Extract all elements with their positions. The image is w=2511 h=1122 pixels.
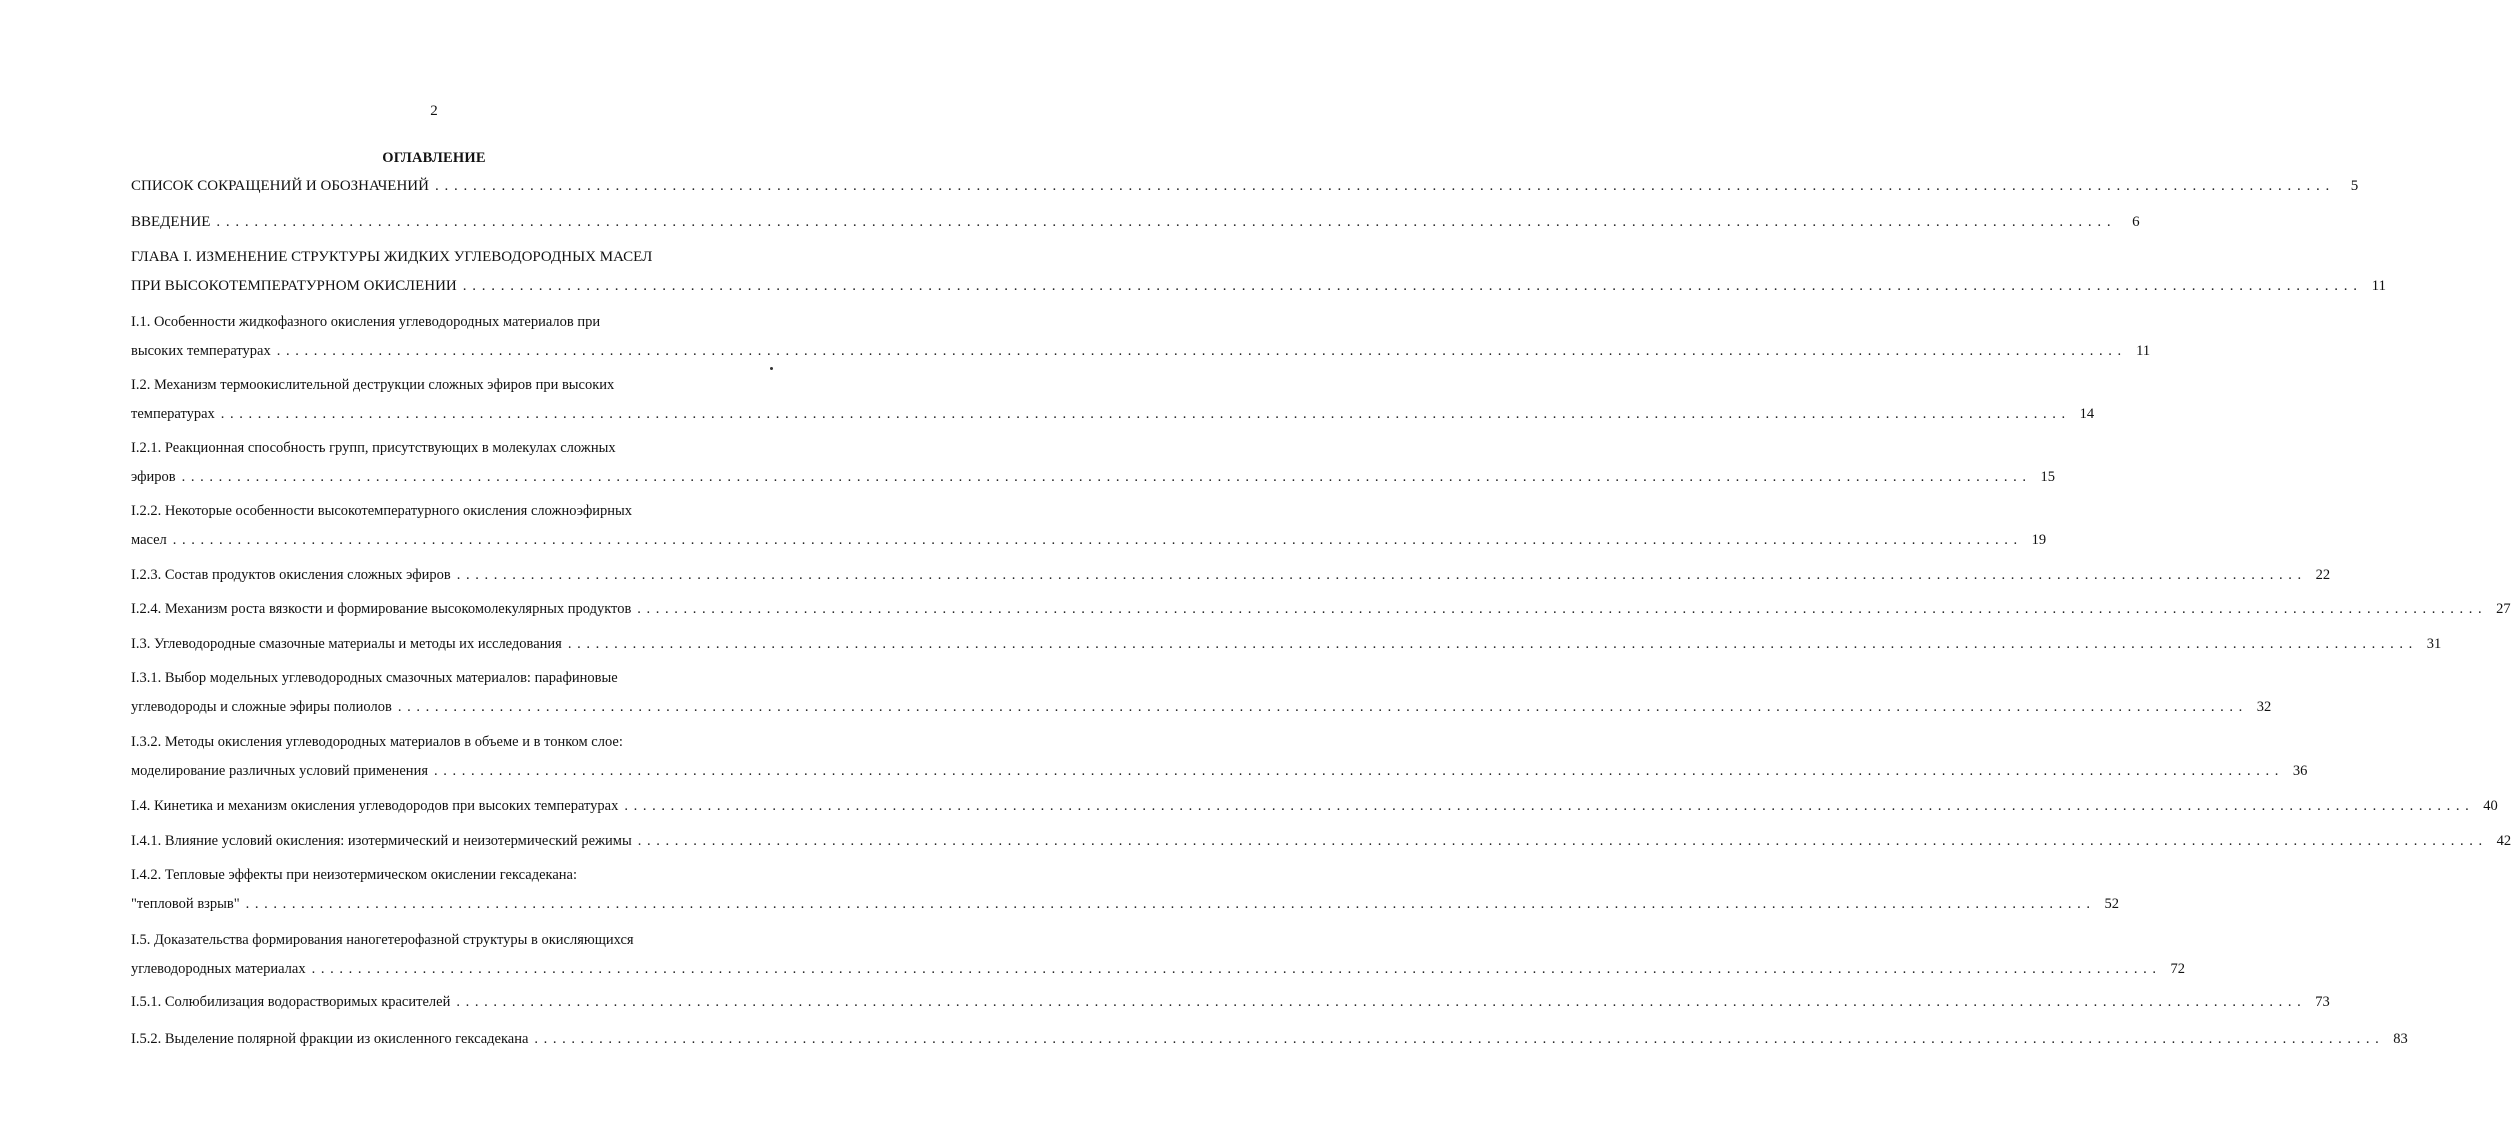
toc-entry-text: углеводородных материалах: [131, 961, 306, 977]
toc-entry: [131, 664, 2272, 722]
dot-leader: . . . . . . . . . . . . . . . . . . . . . . . . . . . . . . . . . . . . . . . . . . . . . . . . . . . . . . . . . . . . . . . . . . . . . . . . . . . . . . . . . . . . . . . . . . . . . . . . . . . . . . . . . . . . . . . . . . . . . . . . . . . . . . . . . . . . . . . . . . . . . . . . . . . . . . . . . . . . . . . . . . . . . . . . . . . . . . . . . . . . . . . . . . . . . . . . . . . . . . . .: [397, 699, 2244, 715]
toc-entry-last-line: [131, 208, 2140, 237]
toc-title: ОГЛАВЛЕНИЕ: [382, 150, 486, 166]
toc-entry-page: 27: [2496, 601, 2511, 617]
toc-entry: [131, 728, 2308, 786]
toc-entry: [131, 861, 2120, 919]
toc-entry-last-line: [131, 400, 2095, 429]
toc-entry-line: I.5. Доказательства формирования наногетерофазной структуры в окисляющихся: [131, 932, 634, 948]
toc-entry: [131, 630, 2442, 659]
toc-entry-page: 36: [2292, 763, 2308, 779]
dot-leader: . . . . . . . . . . . . . . . . . . . . . . . . . . . . . . . . . . . . . . . . . . . . . . . . . . . . . . . . . . . . . . . . . . . . . . . . . . . . . . . . . . . . . . . . . . . . . . . . . . . . . . . . . . . . . . . . . . . . . . . . . . . . . . . . . . . . . . . . . . . . . . . . . . . . . . . . . . . . . . . . . . . . . . . . . . . . . . . . . . . . . . . . . . . . . . . . . . . . . . . .: [456, 567, 2303, 583]
toc-entry-text: моделирование различных условий применения: [131, 763, 428, 779]
dot-leader: . . . . . . . . . . . . . . . . . . . . . . . . . . . . . . . . . . . . . . . . . . . . . . . . . . . . . . . . . . . . . . . . . . . . . . . . . . . . . . . . . . . . . . . . . . . . . . . . . . . . . . . . . . . . . . . . . . . . . . . . . . . . . . . . . . . . . . . . . . . . . . . . . . . . . . . . . . . . . . . . . . . . . . . . . . . . . . . . . . . . . . . . . . . . . . . . . . . . . . . .: [567, 636, 2414, 652]
toc-entry: [131, 172, 2359, 201]
toc-entry-page: 22: [2315, 567, 2331, 583]
toc-entry-last-line: [131, 272, 2387, 301]
dot-leader: . . . . . . . . . . . . . . . . . . . . . . . . . . . . . . . . . . . . . . . . . . . . . . . . . . . . . . . . . . . . . . . . . . . . . . . . . . . . . . . . . . . . . . . . . . . . . . . . . . . . . . . . . . . . . . . . . . . . . . . . . . . . . . . . . . . . . . . . . . . . . . . . . . . . . . . . . . . . . . . . . . . . . . . . . . . . . . . . . . . . . . . . . . . . . . . . . . . . . . . .: [276, 343, 2123, 359]
toc-entry-text: I.2.3. Состав продуктов окисления сложных эфиров: [131, 567, 451, 583]
scan-speck: [770, 367, 773, 370]
toc-entry-last-line: [131, 463, 2056, 492]
toc-entry-line: I.4.2. Тепловые эффекты при неизотермическом окислении гексадекана:: [131, 867, 577, 883]
toc-entry-line: I.3.2. Методы окисления углеводородных материалов в объеме и в тонком слое:: [131, 734, 623, 750]
toc-entry-text: высоких температурах: [131, 343, 271, 359]
toc-entry-text: углеводороды и сложные эфиры полиолов: [131, 699, 392, 715]
dot-leader: . . . . . . . . . . . . . . . . . . . . . . . . . . . . . . . . . . . . . . . . . . . . . . . . . . . . . . . . . . . . . . . . . . . . . . . . . . . . . . . . . . . . . . . . . . . . . . . . . . . . . . . . . . . . . . . . . . . . . . . . . . . . . . . . . . . . . . . . . . . . . . . . . . . . . . . . . . . . . . . . . . . . . . . . . . . . . . . . . . . . . . . . . . . . . . . . . . . . . . . .: [220, 406, 2067, 422]
dot-leader: . . . . . . . . . . . . . . . . . . . . . . . . . . . . . . . . . . . . . . . . . . . . . . . . . . . . . . . . . . . . . . . . . . . . . . . . . . . . . . . . . . . . . . . . . . . . . . . . . . . . . . . . . . . . . . . . . . . . . . . . . . . . . . . . . . . . . . . . . . . . . . . . . . . . . . . . . . . . . . . . . . . . . . . . . . . . . . . . . . . . . . . . . . . . . . . . . . . . . . . .: [434, 763, 2280, 779]
toc-entry-last-line: [131, 693, 2272, 722]
toc-entry-text: I.4.1. Влияние условий окисления: изотермический и неизотермический режимы: [131, 833, 632, 849]
toc-entry: [131, 208, 2140, 237]
dot-leader: . . . . . . . . . . . . . . . . . . . . . . . . . . . . . . . . . . . . . . . . . . . . . . . . . . . . . . . . . . . . . . . . . . . . . . . . . . . . . . . . . . . . . . . . . . . . . . . . . . . . . . . . . . . . . . . . . . . . . . . . . . . . . . . . . . . . . . . . . . . . . . . . . . . . . . . . . . . . . . . . . . . . . . . . . . . . . . . . . . . . . . . . . . . . . . . . . . . . . . . .: [534, 1031, 2380, 1047]
toc-entry: [131, 497, 2047, 555]
toc-entry: [131, 1025, 2408, 1054]
toc-entry-page: 72: [2170, 961, 2185, 977]
toc-entry: [131, 988, 2330, 1017]
toc-entry-page: 40: [2483, 798, 2498, 814]
toc-entry-line: I.1. Особенности жидкофазного окисления углеводородных материалов при: [131, 314, 601, 330]
toc-entry: [131, 792, 2498, 821]
toc-entry-page: 5: [2350, 178, 2359, 194]
toc-entry-last-line: [131, 827, 2511, 856]
toc-entry-page: 14: [2079, 406, 2095, 422]
toc-entry-last-line: [131, 1025, 2408, 1054]
toc-entry-line: I.3.1. Выбор модельных углеводородных смазочных материалов: парафиновые: [131, 670, 618, 686]
toc-entry-page: 15: [2040, 469, 2056, 485]
toc-entry: [131, 371, 2095, 429]
dot-leader: . . . . . . . . . . . . . . . . . . . . . . . . . . . . . . . . . . . . . . . . . . . . . . . . . . . . . . . . . . . . . . . . . . . . . . . . . . . . . . . . . . . . . . . . . . . . . . . . . . . . . . . . . . . . . . . . . . . . . . . . . . . . . . . . . . . . . . . . . . . . . . . . . . . . . . . . . . . . . . . . . . . . . . . . . . . . . . . . . . . . . . . . . . . . . . . . . . . . . . . .: [624, 798, 2470, 814]
toc-entry-last-line: [131, 595, 2511, 624]
toc-entry: [131, 827, 2511, 856]
toc-entry-page: 31: [2426, 636, 2442, 652]
page-number: 2: [430, 103, 438, 119]
toc-entry-last-line: [131, 890, 2120, 919]
dot-leader: . . . . . . . . . . . . . . . . . . . . . . . . . . . . . . . . . . . . . . . . . . . . . . . . . . . . . . . . . . . . . . . . . . . . . . . . . . . . . . . . . . . . . . . . . . . . . . . . . . . . . . . . . . . . . . . . . . . . . . . . . . . . . . . . . . . . . . . . . . . . . . . . . . . . . . . . . . . . . . . . . . . . . . . . . . . . . . . . . . . . . . . . . . . . . . . . . . . . . . . .: [172, 532, 2019, 548]
toc-entry-last-line: [131, 561, 2331, 590]
dot-leader: . . . . . . . . . . . . . . . . . . . . . . . . . . . . . . . . . . . . . . . . . . . . . . . . . . . . . . . . . . . . . . . . . . . . . . . . . . . . . . . . . . . . . . . . . . . . . . . . . . . . . . . . . . . . . . . . . . . . . . . . . . . . . . . . . . . . . . . . . . . . . . . . . . . . . . . . . . . . . . . . . . . . . . . . . . . . . . . . . . . . . . . . . . . . . . . . . . . . . . . .: [311, 961, 2157, 977]
toc-entry-text: СПИСОК СОКРАЩЕНИЙ И ОБОЗНАЧЕНИЙ: [131, 178, 429, 194]
toc-entry-text: I.5.1. Солюбилизация водорастворимых красителей: [131, 994, 451, 1010]
toc-entry-text: I.2.4. Механизм роста вязкости и формирование высокомолекулярных продуктов: [131, 601, 632, 617]
toc-entry-line: I.2. Механизм термоокислительной деструкции сложных эфиров при высоких: [131, 377, 615, 393]
toc-entry-last-line: [131, 792, 2498, 821]
toc-entry-text: эфиров: [131, 469, 176, 485]
dot-leader: . . . . . . . . . . . . . . . . . . . . . . . . . . . . . . . . . . . . . . . . . . . . . . . . . . . . . . . . . . . . . . . . . . . . . . . . . . . . . . . . . . . . . . . . . . . . . . . . . . . . . . . . . . . . . . . . . . . . . . . . . . . . . . . . . . . . . . . . . . . . . . . . . . . . . . . . . . . . . . . . . . . . . . . . . . . . . . . . . . . . . . . . . . . . . . . . . . . . . . . .: [181, 469, 2028, 485]
toc-entry-line: I.2.2. Некоторые особенности высокотемпературного окисления сложноэфирных: [131, 503, 633, 519]
toc-entry-page: 52: [2104, 896, 2120, 912]
toc-entry-text: температурах: [131, 406, 215, 422]
toc-entry-text: I.3. Углеводородные смазочные материалы и методы их исследования: [131, 636, 562, 652]
toc-entry-text: масел: [131, 532, 167, 548]
toc-entry-page: 83: [2393, 1031, 2408, 1047]
toc-entry-line: ГЛАВА I. ИЗМЕНЕНИЕ СТРУКТУРЫ ЖИДКИХ УГЛЕВОДОРОДНЫХ МАСЕЛ: [131, 249, 653, 265]
toc-entry-page: 19: [2031, 532, 2047, 548]
toc-entry-last-line: [131, 526, 2047, 555]
toc-entry-text: I.4. Кинетика и механизм окисления углеводородов при высоких температурах: [131, 798, 619, 814]
toc-entry: [131, 434, 2056, 492]
toc-entry-text: ПРИ ВЫСОКОТЕМПЕРАТУРНОМ ОКИСЛЕНИИ: [131, 278, 457, 294]
toc-entry-page: 32: [2256, 699, 2272, 715]
dot-leader: . . . . . . . . . . . . . . . . . . . . . . . . . . . . . . . . . . . . . . . . . . . . . . . . . . . . . . . . . . . . . . . . . . . . . . . . . . . . . . . . . . . . . . . . . . . . . . . . . . . . . . . . . . . . . . . . . . . . . . . . . . . . . . . . . . . . . . . . . . . . . . . . . . . . . . . . . . . . . . . . . . . . . . . . . . . . . . . . . . . . . . . . . . . . . . . . . . . . . . . .: [637, 833, 2484, 849]
toc-entry: [131, 243, 2387, 301]
toc-entry-text: "тепловой взрыв": [131, 896, 240, 912]
toc-entry-page: 11: [2136, 343, 2151, 359]
toc-entry-page: 73: [2315, 994, 2330, 1010]
toc-entry-text: ВВЕДЕНИЕ: [131, 214, 211, 230]
toc-entry: [131, 561, 2331, 590]
toc-entry: [131, 926, 2185, 984]
toc-entry-line: I.2.1. Реакционная способность групп, присутствующих в молекулах сложных: [131, 440, 616, 456]
toc-entry-last-line: [131, 757, 2308, 786]
toc-entry-last-line: [131, 630, 2442, 659]
toc-entry-page: 42: [2496, 833, 2511, 849]
toc-entry-last-line: [131, 988, 2330, 1017]
toc-entry: [131, 595, 2511, 624]
toc-entry-page: 6: [2132, 214, 2140, 230]
dot-leader: . . . . . . . . . . . . . . . . . . . . . . . . . . . . . . . . . . . . . . . . . . . . . . . . . . . . . . . . . . . . . . . . . . . . . . . . . . . . . . . . . . . . . . . . . . . . . . . . . . . . . . . . . . . . . . . . . . . . . . . . . . . . . . . . . . . . . . . . . . . . . . . . . . . . . . . . . . . . . . . . . . . . . . . . . . . . . . . . . . . . . . . . . . . . . . . . . . . . . . . .: [245, 896, 2092, 912]
dot-leader: . . . . . . . . . . . . . . . . . . . . . . . . . . . . . . . . . . . . . . . . . . . . . . . . . . . . . . . . . . . . . . . . . . . . . . . . . . . . . . . . . . . . . . . . . . . . . . . . . . . . . . . . . . . . . . . . . . . . . . . . . . . . . . . . . . . . . . . . . . . . . . . . . . . . . . . . . . . . . . . . . . . . . . . . . . . . . . . . . . . . . . . . . . . . . . . . . . . . . . . .: [434, 178, 2331, 194]
dot-leader: . . . . . . . . . . . . . . . . . . . . . . . . . . . . . . . . . . . . . . . . . . . . . . . . . . . . . . . . . . . . . . . . . . . . . . . . . . . . . . . . . . . . . . . . . . . . . . . . . . . . . . . . . . . . . . . . . . . . . . . . . . . . . . . . . . . . . . . . . . . . . . . . . . . . . . . . . . . . . . . . . . . . . . . . . . . . . . . . . . . . . . . . . . . . . . . . . . . . . . . .: [462, 278, 2359, 294]
toc-entry: [131, 308, 2151, 366]
dot-leader: . . . . . . . . . . . . . . . . . . . . . . . . . . . . . . . . . . . . . . . . . . . . . . . . . . . . . . . . . . . . . . . . . . . . . . . . . . . . . . . . . . . . . . . . . . . . . . . . . . . . . . . . . . . . . . . . . . . . . . . . . . . . . . . . . . . . . . . . . . . . . . . . . . . . . . . . . . . . . . . . . . . . . . . . . . . . . . . . . . . . . . . . . . . . . . . . . . . . . . . .: [456, 994, 2302, 1010]
toc-entry-last-line: [131, 337, 2151, 366]
dot-leader: . . . . . . . . . . . . . . . . . . . . . . . . . . . . . . . . . . . . . . . . . . . . . . . . . . . . . . . . . . . . . . . . . . . . . . . . . . . . . . . . . . . . . . . . . . . . . . . . . . . . . . . . . . . . . . . . . . . . . . . . . . . . . . . . . . . . . . . . . . . . . . . . . . . . . . . . . . . . . . . . . . . . . . . . . . . . . . . . . . . . . . . . . . . . . . . . . . . . . . . .: [637, 601, 2483, 617]
toc-entry-last-line: [131, 172, 2359, 201]
dot-leader: . . . . . . . . . . . . . . . . . . . . . . . . . . . . . . . . . . . . . . . . . . . . . . . . . . . . . . . . . . . . . . . . . . . . . . . . . . . . . . . . . . . . . . . . . . . . . . . . . . . . . . . . . . . . . . . . . . . . . . . . . . . . . . . . . . . . . . . . . . . . . . . . . . . . . . . . . . . . . . . . . . . . . . . . . . . . . . . . . . . . . . . . . . . . . . . . . . . . . . . .: [216, 214, 2112, 230]
toc-entry-text: I.5.2. Выделение полярной фракции из окисленного гексадекана: [131, 1031, 529, 1047]
toc-entry-last-line: [131, 955, 2185, 984]
toc-entry-page: 11: [2371, 278, 2387, 294]
